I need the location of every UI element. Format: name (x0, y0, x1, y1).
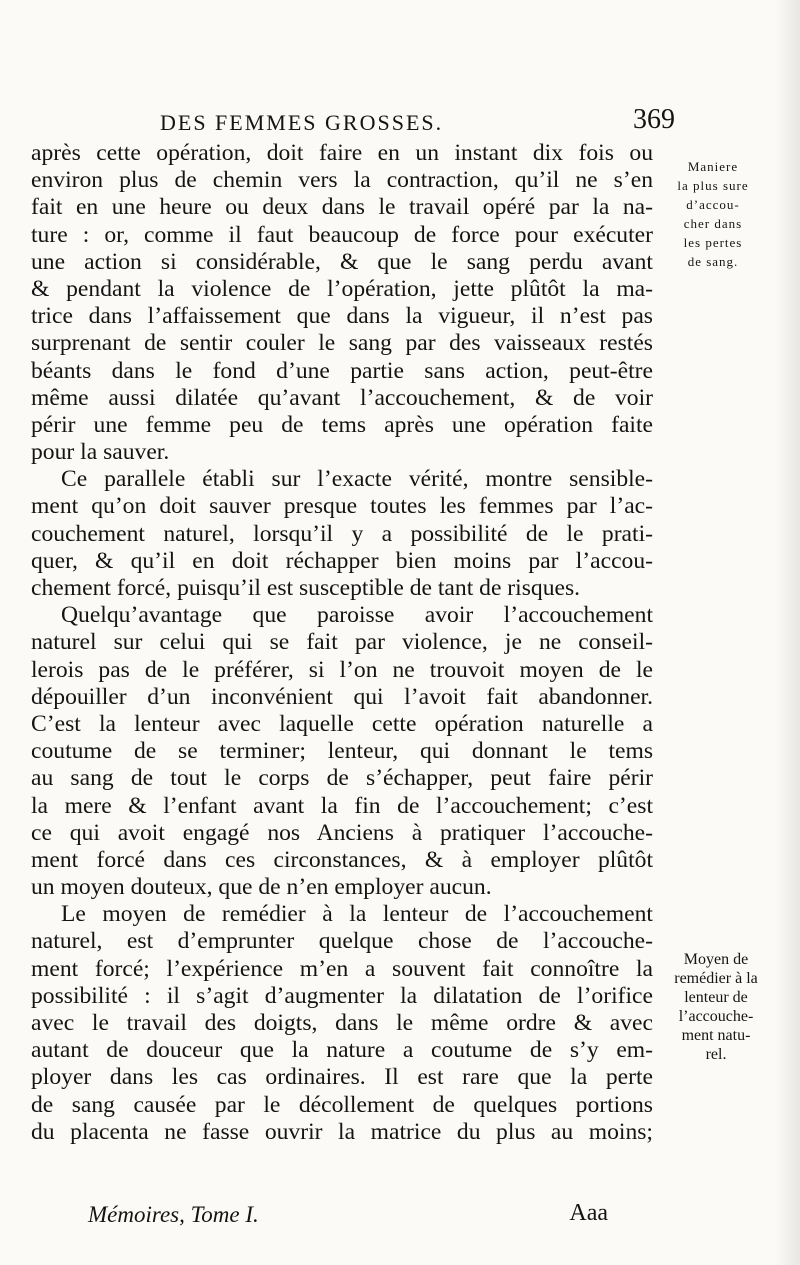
marginal-note-line: rel. (705, 1046, 727, 1063)
page-edge-shadow (774, 0, 800, 1265)
marginal-note-line: remédier à la (674, 970, 758, 987)
body-line: lerois pas de le préférer, si l’on ne trouvoit moyen de le (31, 656, 653, 683)
body-text (31, 140, 653, 1146)
marginal-note-line: de sang. (687, 254, 739, 269)
marginal-note-line: l’accouche- (678, 1008, 754, 1025)
marginal-note (660, 950, 772, 1064)
body-line: ce qui avoit engagé nos Anciens à pratiquer l’accouche- (31, 819, 653, 846)
body-line: C’est la lenteur avec laquelle cette opération naturelle a (31, 710, 653, 737)
marginal-note-line: lenteur de (684, 989, 748, 1006)
body-line: au sang de tout le corps de s’échapper, peut faire périr (31, 765, 653, 792)
marginal-note-line: cher dans (683, 216, 743, 231)
body-line: Le moyen de remédier à la lenteur de l’accouchement (61, 901, 653, 928)
page-footer (88, 1200, 608, 1234)
running-title: DES FEMMES GROSSES. (160, 110, 444, 135)
body-line: dépouiller d’un inconvénient qui l’avoit fait abandonner. (31, 683, 653, 710)
body-line: autant de douceur que la nature a coutume de s’y em- (31, 1037, 653, 1064)
body-line: béants dans le fond d’une partie sans action, peut-être (31, 357, 653, 384)
marginal-note-line: Maniere (687, 159, 739, 174)
body-line: ment qu’on doit sauver presque toutes les femmes par l’ac- (31, 493, 653, 520)
marginal-note (657, 157, 769, 271)
body-line: chement forcé, puisqu’il est susceptible de tant de risques. (31, 575, 581, 601)
body-line: la mere & l’enfant avant la fin de l’accouchement; c’est (31, 792, 653, 819)
body-line: du placenta ne fasse ouvrir la matrice du plus au moins; (31, 1118, 653, 1145)
body-line: avec le travail des doigts, dans le même ordre & avec (31, 1010, 653, 1036)
body-line: Ce parallele établi sur l’exacte vérité, montre sensible- (61, 466, 653, 493)
body-line: après cette opération, doit faire en un instant dix fois ou (31, 140, 653, 166)
body-line: couchement naturel, lorsqu’il y a possibilité de le prati- (31, 520, 653, 547)
body-line: trice dans l’affaissement que dans la vigueur, il n’est pas (31, 303, 653, 330)
body-line: Quelqu’avantage que paroisse avoir l’accouchement (61, 602, 653, 629)
marginal-note-line: d’accou- (686, 197, 740, 212)
running-head (160, 104, 675, 138)
body-line: ment forcé; l’expérience m’en a souvent fait connoître la (31, 955, 653, 982)
body-line: même aussi dilatée qu’avant l’accouchement, & de voir (31, 384, 653, 411)
body-line: de sang causée par le décollement de quelques portions (31, 1091, 653, 1118)
body-line: environ plus de chemin vers la contraction, qu’il ne s’en (31, 167, 653, 194)
body-line: possibilité : il s’agit d’augmenter la dilatation de l’orifice (31, 982, 653, 1009)
body-line: une action si considérable, & que le sang perdu avant (31, 248, 653, 275)
marginal-note-line: ment natu- (681, 1027, 751, 1044)
page-number: 369 (633, 104, 675, 135)
marginal-note-line: la plus sure (677, 178, 749, 193)
body-line: naturel sur celui qui se fait par violence, je ne conseil- (31, 629, 653, 656)
body-line: quer, & qu’il en doit réchapper bien moins par l’accou- (31, 547, 653, 574)
body-line: & pendant la violence de l’opération, jette plûtôt la ma- (31, 275, 653, 302)
body-line: un moyen douteux, que de n’en employer aucun. (31, 874, 492, 901)
footer-signature: Aaa (569, 1200, 608, 1226)
body-line: ment forcé dans ces circonstances, & à employer plûtôt (31, 846, 653, 873)
body-line: fait en une heure ou deux dans le travail opéré par la na- (31, 194, 653, 221)
body-line: surprenant de sentir couler le sang par des vaisseaux restés (31, 330, 653, 357)
marginal-note-line: les pertes (683, 235, 743, 250)
body-line: ture : or, comme il faut beaucoup de force pour exécuter (31, 221, 653, 248)
body-line: ployer dans les cas ordinaires. Il est rare que la perte (31, 1064, 653, 1091)
body-line: pour la sauver. (31, 439, 170, 466)
footer-volume: Mémoires, Tome I. (88, 1202, 259, 1227)
marginal-note-line: Moyen de (683, 951, 749, 968)
body-line: naturel, est d’emprunter quelque chose de l’accouche- (31, 928, 653, 955)
body-line: coutume de se terminer; lenteur, qui donnant le tems (31, 738, 653, 765)
body-line: périr une femme peu de tems après une opération faite (31, 411, 653, 438)
